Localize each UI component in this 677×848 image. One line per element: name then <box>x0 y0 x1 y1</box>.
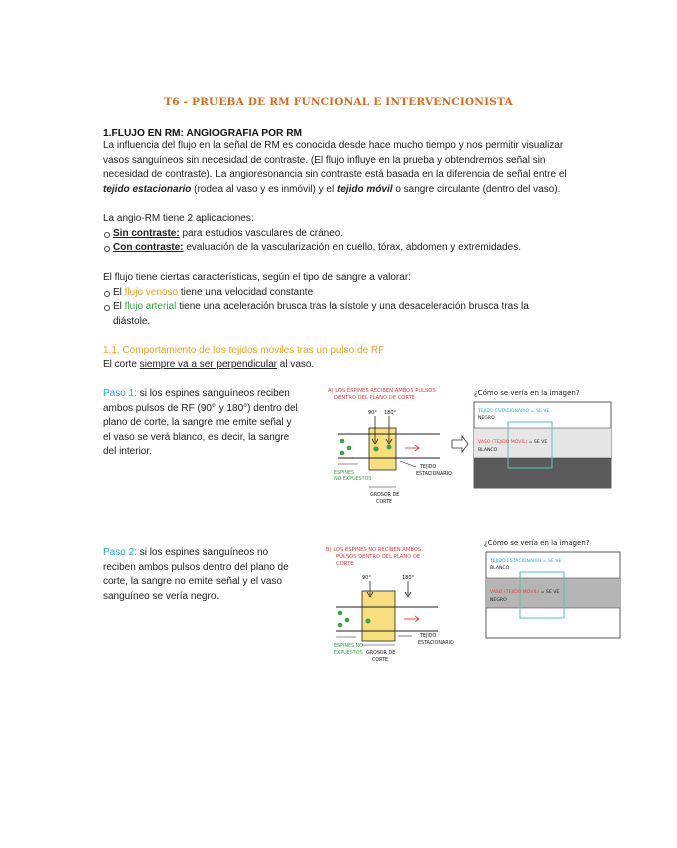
text-line: tejido estacionario (rodea al vaso y es inmóvil) y el tejido móvil o sangre circulante (dentro del vaso). <box>103 183 561 195</box>
spin-dot <box>345 618 350 623</box>
pulse-90-label: 90° <box>368 410 377 416</box>
thickness-label: CORTE <box>376 500 393 505</box>
intro-paragraph <box>103 139 567 197</box>
applications-block <box>103 212 521 256</box>
sketch-b-caption: B) LOS ESPINES NO RECIBEN AMBOS <box>326 547 422 553</box>
spin-dot <box>374 447 379 452</box>
text-line: necesidad de contraste). La angioresonancia sin contraste está basada en la diferencia de señal entre el <box>103 169 567 181</box>
text-line: La angio-RM tiene 2 aplicaciones: <box>103 213 254 224</box>
paso1-label: Paso 1: <box>103 388 137 399</box>
box-text: BLANCO <box>490 566 510 571</box>
thickness-label: CORTE <box>372 658 389 663</box>
stationary-label: TEJIDO <box>420 465 437 470</box>
flow-characteristics <box>103 271 529 329</box>
stationary-label: ESTACIONARIO <box>416 472 452 477</box>
list-item: Sin contraste: para estudios vasculares de cráneo. <box>103 227 521 242</box>
term-stationary: tejido estacionario <box>103 183 192 195</box>
text-line: vasos sanguíneos sin necesidad de contraste. (El flujo influye en la prueba y obtendremos señal sin <box>103 154 546 166</box>
question-label: ¿Cómo se vería en la imagen? <box>474 389 580 397</box>
spin-dot <box>387 445 392 450</box>
question-label: ¿Cómo se vería en la imagen? <box>484 539 590 547</box>
spin-dot <box>338 611 343 616</box>
paso2-label: Paso 2: <box>103 547 137 558</box>
spins-label: EXPUESTOS <box>334 651 363 656</box>
spin-dot <box>338 623 343 628</box>
text-line: El flujo tiene ciertas características, según el tipo de sangre a valorar: <box>103 272 411 283</box>
pulse-90-label: 90° <box>362 575 371 581</box>
sketch-b-diagram <box>322 543 482 678</box>
box-text: NEGRO <box>478 416 495 421</box>
subsection-heading: 1.1. Comportamiento de los tejidos móviles tras un pulso de RF <box>103 345 385 356</box>
list-item: Con contraste: evaluación de la vascularización en cuello, tórax, abdomen y extremidades. <box>103 241 521 256</box>
sketch-b-caption: CORTE <box>336 561 354 567</box>
term-mobile: tejido móvil <box>336 183 393 195</box>
spin-dot <box>347 446 352 451</box>
box-text: VASO (TEJIDO MÓVIL) = SE VE <box>478 440 548 445</box>
box-text: VASO (TEJIDO MÓVIL) = SE VE <box>490 590 560 595</box>
sketch-a-caption: A) LOS ESPINES RECIBEN AMBOS PULSOS <box>328 388 436 394</box>
list-item: El flujo arterial tiene una aceleración brusca tras la sístole y una desaceleración brusca tras la diástole. <box>103 300 529 329</box>
stationary-label: TEJIDO <box>420 634 437 639</box>
sketch-b-result <box>480 534 630 642</box>
stationary-label: ESTACIONARIO <box>418 641 454 646</box>
spins-label: ESPINES NO <box>334 644 363 649</box>
spin-dot <box>366 619 371 624</box>
spin-dot <box>340 451 345 456</box>
pulse-180-label: 180° <box>402 575 415 581</box>
sketch-a-caption: DENTRO DEL PLANO DE CORTE <box>334 395 416 401</box>
spins-label: ESPINES <box>334 471 355 476</box>
spin-dot <box>340 439 345 444</box>
box-text: NEGRO <box>490 598 507 603</box>
thickness-label: GROSOR DE <box>370 493 400 498</box>
text-line: La influencia del flujo en la señal de RM es conocida desde hace mucho tiempo y nos permitir visualizar <box>103 140 564 151</box>
spins-label: NO EXPUESTOS <box>334 477 372 482</box>
text-line: El corte siempre va a ser perpendicular al vaso. <box>103 359 315 370</box>
section-heading: 1.FLUJO EN RM: ANGIOGRAFIA POR RM <box>103 128 303 139</box>
leader-line <box>400 461 416 467</box>
paso1-paragraph: Paso 1: si los espines sanguíneos reciben ambos pulsos de RF (90° y 180°) dentro del plano de corte, la sangre me emite señal y el vaso se verá blanco, es decir, la sangre del interior. <box>103 388 298 458</box>
page-title: T6 - PRUEBA DE RM FUNCIONAL E INTERVENCIONISTA <box>164 96 513 108</box>
sketch-a-result <box>450 384 620 492</box>
paso2-paragraph: Paso 2: si los espines sanguíneos no reciben ambos pulsos dentro del plano de corte, la sangre no emite señal y el vaso sanguíneo se vería negro. <box>103 547 289 602</box>
pulse-180-label: 180° <box>384 410 397 416</box>
result-arrow-icon <box>452 436 468 452</box>
list-item: El flujo venoso tiene una velocidad constante <box>103 286 529 301</box>
box-text: BLANCO <box>478 448 498 453</box>
slice-plane <box>362 591 395 641</box>
box-text: TEJIDO ESTACIONARIO = SE VE <box>490 559 562 564</box>
dark-band <box>474 458 611 488</box>
box-text: TEJIDO ESTACIONARIO = SE VE <box>478 409 550 414</box>
thickness-label: GROSOR DE <box>366 651 396 656</box>
sketch-b-caption: PULSOS DENTRO DEL PLANO DE <box>336 554 421 560</box>
